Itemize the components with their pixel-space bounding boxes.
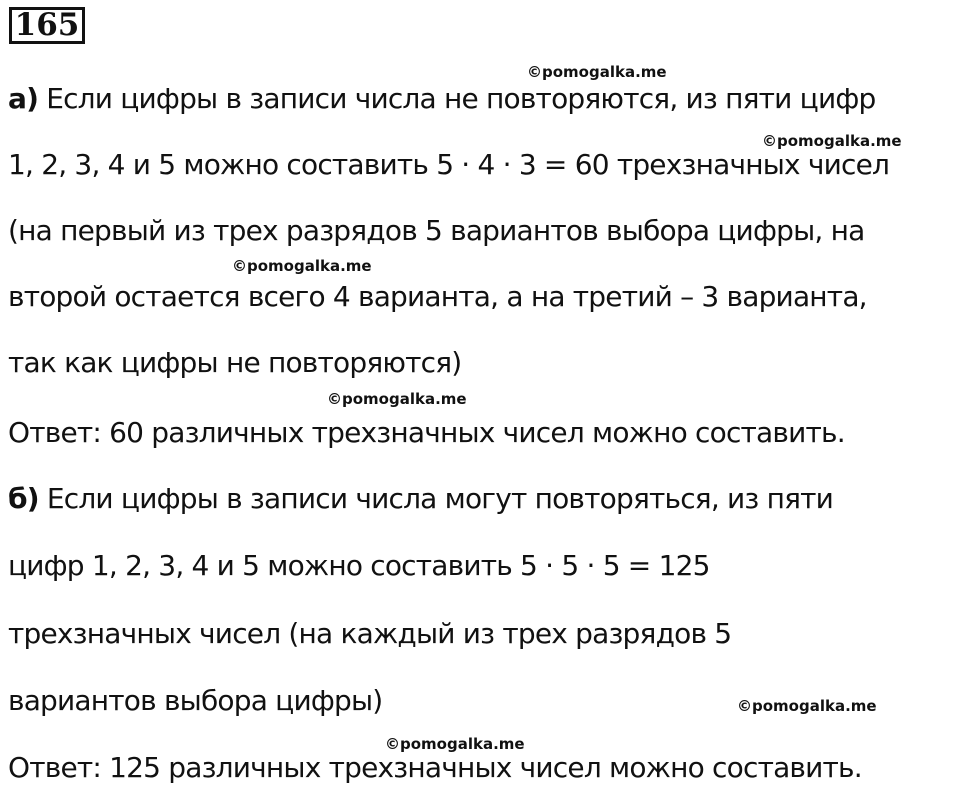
watermark: ©pomogalka.me [737,697,877,715]
part-b-label: б) [8,482,39,515]
part-a-label: а) [8,82,39,115]
part-a-line-4: второй остается всего 4 варианта, а на третий – 3 варианта, [8,280,867,313]
part-b-text-1: Если цифры в записи числа могут повторяться, из пяти [38,482,834,515]
part-a-line-2: 1, 2, 3, 4 и 5 можно составить 5 · 4 · 3 = 60 трехзначных чисел [8,148,890,181]
watermark: ©pomogalka.me [527,63,667,81]
watermark: ©pomogalka.me [232,257,372,275]
part-b-answer: Ответ: 125 различных трехзначных чисел можно составить. [8,751,862,784]
part-b-line-3: трехзначных чисел (на каждый из трех разрядов 5 [8,617,732,650]
part-a-text-1: Если цифры в записи числа не повторяются, из пяти цифр [38,82,876,115]
part-b-line-4: вариантов выбора цифры) [8,684,383,717]
part-b-line-1 [8,482,833,516]
watermark: ©pomogalka.me [385,735,525,753]
part-a-line-5: так как цифры не повторяются) [8,346,462,379]
problem-number: 165 [9,7,85,44]
part-b-line-2: цифр 1, 2, 3, 4 и 5 можно составить 5 · 5 · 5 = 125 [8,549,710,582]
part-a-line-1 [8,82,875,116]
watermark: ©pomogalka.me [327,390,467,408]
part-a-answer: Ответ: 60 различных трехзначных чисел можно составить. [8,416,845,449]
watermark: ©pomogalka.me [762,132,902,150]
part-a-line-3: (на первый из трех разрядов 5 вариантов выбора цифры, на [8,214,865,247]
